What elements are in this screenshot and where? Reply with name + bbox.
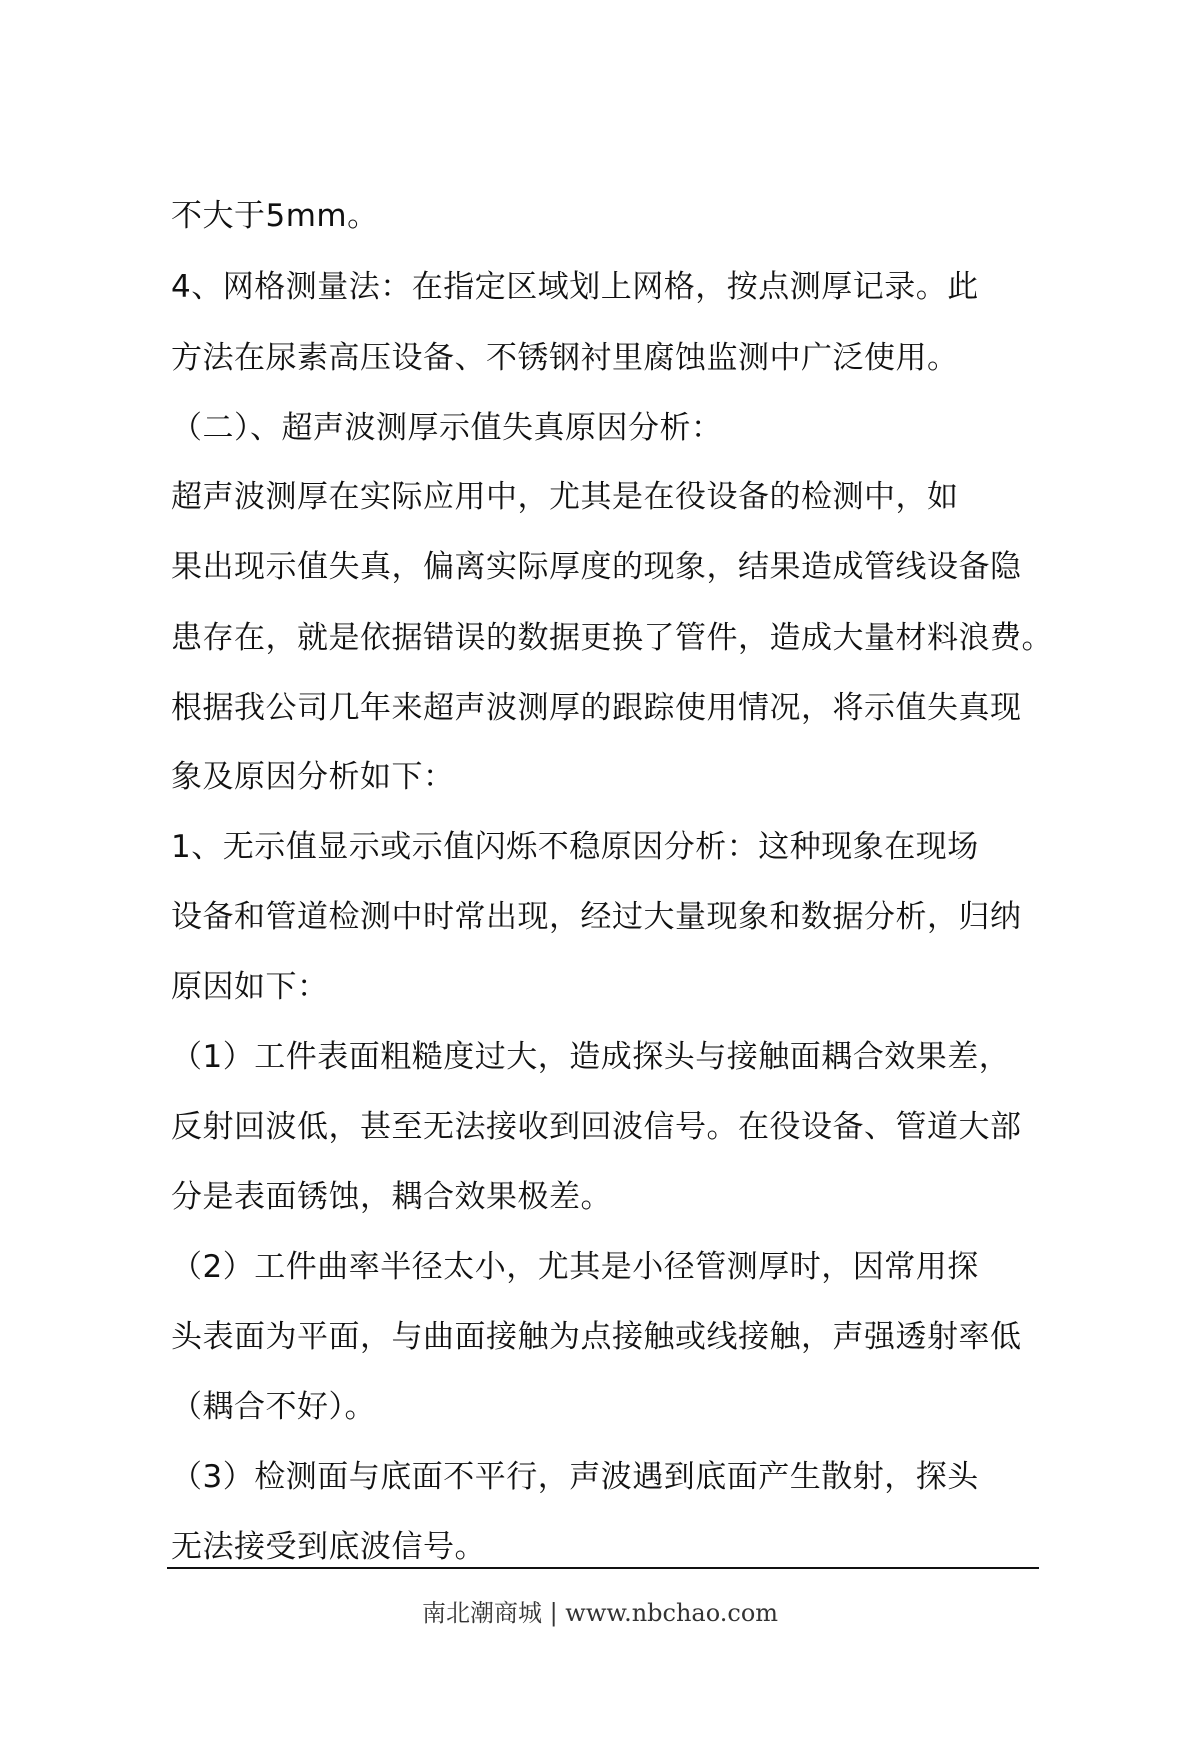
section-heading: （二）、超声波测厚示值失真原因分析： [171, 410, 723, 446]
text-line: 无法接受到底波信号。 [171, 1529, 486, 1565]
text-line: （2）工件曲率半径太小，尤其是小径管测厚时，因常用探 [171, 1249, 979, 1285]
text-line: 原因如下： [171, 969, 329, 1005]
text-line: （1）工件表面粗糙度过大，造成探头与接触面耦合效果差， [171, 1039, 1011, 1075]
text-line: 不大于5mm。 [171, 198, 379, 234]
text-line: 超声波测厚在实际应用中，尤其是在役设备的检测中，如 [171, 479, 959, 515]
text-line: 方法在尿素高压设备、不锈钢衬里腐蚀监测中广泛使用。 [171, 340, 959, 376]
text-line: 1、无示值显示或示值闪烁不稳原因分析：这种现象在现场 [171, 829, 979, 865]
text-line: 象及原因分析如下： [171, 759, 455, 795]
text-line: 4、网格测量法：在指定区域划上网格，按点测厚记录。此 [171, 269, 979, 305]
text-line: 分是表面锈蚀，耦合效果极差。 [171, 1179, 612, 1215]
text-line: （耦合不好）。 [171, 1389, 376, 1425]
footer-watermark: 南北潮商城 | www.nbchao.com [421, 1599, 779, 1627]
text-line: 果出现示值失真，偏离实际厚度的现象，结果造成管线设备隐 [171, 549, 1022, 585]
text-line: 根据我公司几年来超声波测厚的跟踪使用情况，将示值失真现 [171, 690, 1022, 726]
text-line: 患存在，就是依据错误的数据更换了管件，造成大量材料浪费。 [171, 620, 1053, 656]
footer-divider [167, 1567, 1039, 1569]
text-line: （3）检测面与底面不平行，声波遇到底面产生散射，探头 [171, 1459, 979, 1495]
text-line: 设备和管道检测中时常出现，经过大量现象和数据分析，归纳 [171, 899, 1022, 935]
text-line: 反射回波低，甚至无法接收到回波信号。在役设备、管道大部 [171, 1109, 1022, 1145]
text-line: 头表面为平面，与曲面接触为点接触或线接触，声强透射率低 [171, 1319, 1022, 1355]
